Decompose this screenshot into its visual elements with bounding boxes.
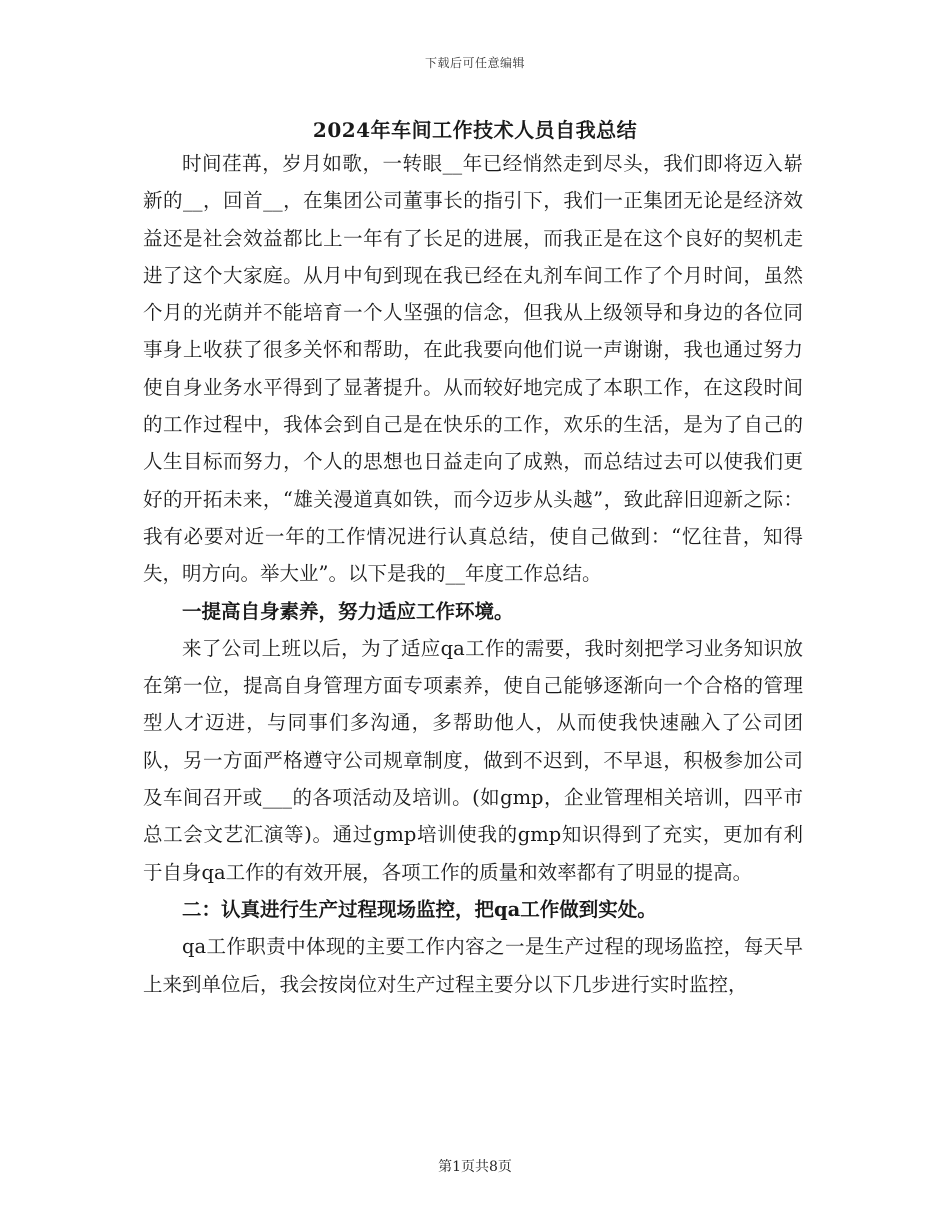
header-note: 下载后可任意编辑 (424, 56, 525, 70)
paragraph-intro: 时间荏苒，岁月如歌，一转眼__年已经悄然走到尽头，我们即将迈入崭新的__，回首__，在集团公司董事长的指引下，我们一正集团无论是经济效益还是社会效益都比上一年有了长足的进展，而我正是在这个良好的契机走进了这个大家庭。从月中旬到现在我已经在丸剂车间工作了个月时间，虽然个月的光荫并不能培育一个人坚强的信念，但我从上级领导和身边的各位同事身上收获了很多关怀和帮助，在此我要向他们说一声谢谢，我也通过努力使自身业务水平得到了显著提升。从而较好地完成了本职工作，在这段时间的工作过程中，我体会到自己是在快乐的工作，欢乐的生活，是为了自己的人生目标而努力，个人的思想也日益走向了成熟，而总结过去可以使我们更好的开拓未来，“雄关漫道真如铁，而今迈步从头越”，致此辞旧迎新之际：我有必要对近一年的工作情况进行认真总结，使自己做到：“忆往昔，知得失，明方向。举大业”。以下是我的__年度工作总结。 (143, 152, 803, 586)
document-body (143, 145, 803, 1003)
document-title: 2024年车间工作技术人员自我总结 (312, 118, 638, 142)
section-heading-1: 一提高自身素养，努力适应工作环境。 (182, 599, 514, 623)
section-heading-2: 二：认真进行生产过程现场监控，把qa工作做到实处。 (182, 897, 657, 921)
paragraph-section-1: 来了公司上班以后，为了适应qa工作的需要，我时刻把学习业务知识放在第一位，提高自身管理方面专项素养，使自己能够逐渐向一个合格的管理型人才迈进，与同事们多沟通，多帮助他人，从而使我快速融入了公司团队，另一方面严格遵守公司规章制度，做到不迟到，不早退，积极参加公司及车间召开或___的各项活动及培训。(如gmp，企业管理相关培训，四平市总工会文艺汇演等)。通过gmp培训使我的gmp知识得到了充实，更加有利于自身qa工作的有效开展，各项工作的质量和效率都有了明显的提高。 (143, 636, 803, 884)
page-footer: 第1页共8页 (438, 1159, 512, 1175)
paragraph-section-2: qa工作职责中体现的主要工作内容之一是生产过程的现场监控，每天早上来到单位后，我会按岗位对生产过程主要分以下几步进行实时监控， (143, 935, 803, 996)
